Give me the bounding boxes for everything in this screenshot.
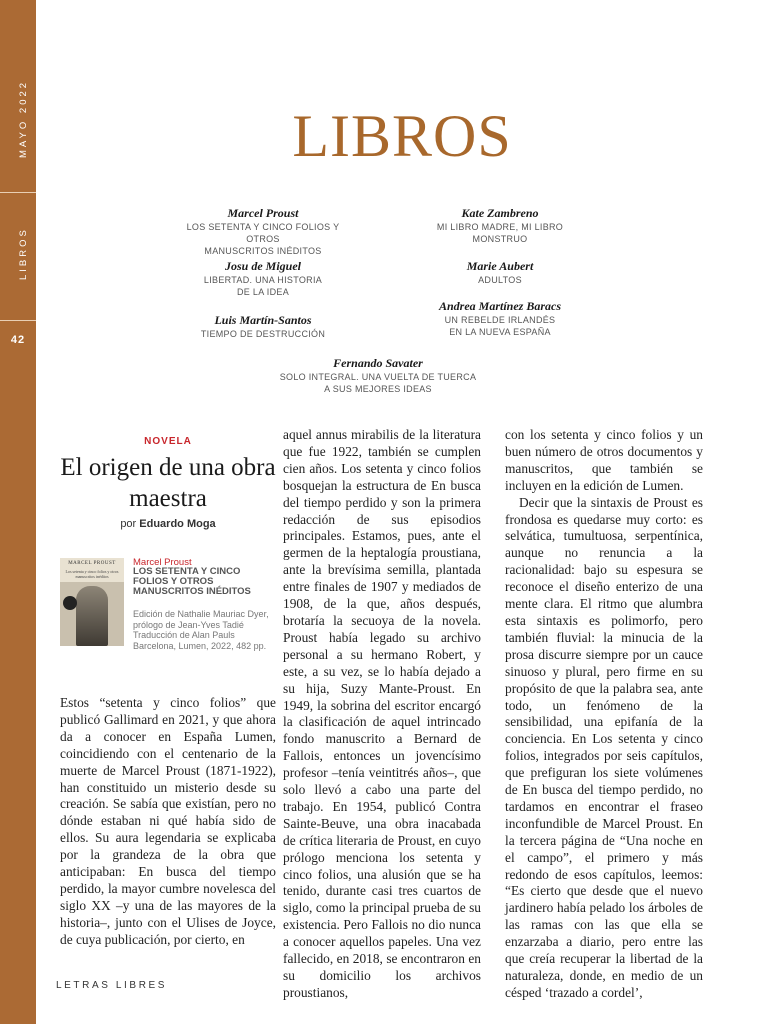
toc-author: Marcel Proust	[227, 206, 299, 220]
cover-band	[60, 558, 124, 582]
body-paragraph: Decir que la sintaxis de Proust es frondosa es quedarse muy corto: es selvática, tumultuosa, serpentínica, aunque no renuncia a la racionalidad: bajo su espesura se reconoce el diseño enterizo de una mente clara. El ritmo que alumbra esta sintaxis es polimorfo, pero también fluvial: la minucia de la prosa discurre siempre por un cauce sinuoso y plural, pero firme en su propósito de que la palabra sea, ante todo, un fenómeno de la sensibilidad, una epifanía de la conciencia. En Los setenta y cinco folios, integrados por seis capítulos, que prefiguran los siete volúmenes de En busca del tiempo perdido, no tardamos en encontrar el fraseo inconfundible de Marcel Proust. En la tercera página de “Una noche en el campo”, el primero y más redondo de esos capítulos, leemos: “Es cierto que desde que el nuevo jardinero había pelado los árboles de las ramas con las que ella se enzarzaba a diario, pero entre las que creía recuperar la libertad de la naturaleza, donde, en medio de un césped ‘trazado a cordel’,	[505, 494, 703, 1000]
cover-seal-icon	[63, 596, 77, 610]
toc-work: MI LIBRO MADRE, MI LIBRO	[436, 222, 564, 232]
toc-work: MONSTRUO	[472, 234, 528, 244]
page-number: 42	[10, 334, 26, 346]
byline-prefix: por	[120, 518, 137, 530]
toc-work: EN LA NUEVA ESPAÑA	[449, 327, 551, 337]
toc-entry	[410, 259, 590, 286]
sidebar-divider	[0, 192, 36, 193]
toc-work: A SUS MEJORES IDEAS	[324, 384, 432, 394]
article-headline: El origen de una obra maestra	[60, 454, 276, 512]
toc-entry	[170, 206, 356, 257]
body-paragraph: aquel annus mirabilis de la literatura que fue 1922, también se cumplen cien años. Los setenta y cinco folios bosquejan la estructura de En busca del tiempo perdido y son la primera redacción de sus episodios principales. Estamos, pues, ante el germen de la heptalogía proustiana, ante la brevísima semilla, plantada entre finales de 1907 y mediados de 1908, de la que, años después, brotaría la secuoya de la novela. Proust había legado su archivo personal a su hermano Robert, y este, a su vez, se lo había dejado a su hija, Suzy Mante-Proust. En 1949, la sobrina del escritor encargó la clasificación de aquel intrincado fondo manuscrito a Bernard de Fallois, entonces un jovencísimo profesor –tenía veintitrés años–, que solo llevó a cabo una parte del trabajo. En 1954, publicó Contra Sainte-Beuve, una obra inacabada de crítica literaria de Proust, en cuyo prólogo menciona los setenta y cinco folios, una alusión que se ha tenido, durante casi tres cuartos de siglo, como la principal prueba de su existencia. Pero Fallois no dio nunca a conocer aquellos papeles. Una vez fallecido, en 2018, se encontraron en su domicilio los archivos proustianos,	[283, 427, 481, 1000]
toc-work: ADULTOS	[478, 275, 522, 285]
toc-author: Kate Zambreno	[461, 206, 539, 220]
toc-author: Marie Aubert	[466, 259, 534, 273]
book-title: LOS SETENTA Y CINCO FOLIOS Y OTROS MANUSCRITOS INÉDITOS	[133, 566, 251, 597]
toc-entry	[410, 206, 590, 245]
toc-entry	[410, 299, 590, 338]
body-paragraph: con los setenta y cinco folios y un buen número de otros documentos y manuscritos, que también se incluyen en la edición de Lumen.	[505, 427, 703, 493]
book-details: Edición de Nathalie Mauriac Dyer, prólogo de Jean-Yves Tadié Traducción de Alan Pauls Barcelona, Lumen, 2022, 482 pp.	[133, 609, 269, 651]
byline-author: Eduardo Moga	[139, 518, 216, 530]
body-paragraph: Estos “setenta y cinco folios” que publicó Gallimard en 2021, y que ahora da a conocer en España Lumen, coincidiendo con el centenario de la muerte de Marcel Proust (1871-1922), han constituido un misterio desde su creación. Se sabía que existían, pero no dónde estaban ni qué había sido de ellos. Su aura legendaria se explicaba por la grandeza de la obra que anticipaban: En busca del tiempo perdido, la mayor cumbre novelesca del siglo XX –y una de las mayores de la historia–, junto con el Ulises de Joyce, de cuya publicación, por cierto, en	[60, 695, 276, 947]
section-label: LIBROS	[18, 227, 29, 280]
toc-author: Luis Martín-Santos	[214, 313, 312, 327]
toc-author: Fernando Savater	[333, 356, 423, 370]
book-cover	[60, 558, 124, 646]
book-author: Marcel Proust	[133, 557, 192, 568]
cover-title: Los setenta y cinco folios y otros manuscritos inéditos	[65, 569, 119, 579]
byline	[60, 518, 276, 530]
toc-work: MANUSCRITOS INÉDITOS	[204, 246, 322, 256]
toc-work: SOLO INTEGRAL. UNA VUELTA DE TUERCA	[279, 372, 477, 382]
sidebar-band	[0, 0, 36, 1024]
toc-work: LOS SETENTA Y CINCO FOLIOS Y OTROS	[186, 222, 340, 244]
issue-date: MAYO 2022	[18, 79, 29, 158]
toc-work: DE LA IDEA	[236, 287, 290, 297]
toc-work: LIBERTAD. UNA HISTORIA	[203, 275, 323, 285]
toc-work: TIEMPO DE DESTRUCCIÓN	[200, 329, 326, 339]
toc-work: UN REBELDE IRLANDÉS	[444, 315, 556, 325]
body-column-3	[505, 427, 703, 1002]
toc-author: Josu de Miguel	[224, 259, 301, 273]
genre-label: NOVELA	[144, 436, 192, 447]
toc-entry	[170, 313, 356, 340]
footer-magazine-name: LETRAS LIBRES	[56, 980, 168, 991]
cover-photo	[76, 586, 108, 646]
body-column-1	[60, 695, 276, 949]
sidebar-divider	[0, 320, 36, 321]
body-column-2	[283, 427, 481, 1002]
cover-author: MARCEL PROUST	[68, 561, 116, 566]
section-title: LIBROS	[292, 103, 512, 169]
toc-author: Andrea Martínez Baracs	[438, 299, 562, 313]
toc-entry	[170, 259, 356, 298]
toc-entry	[270, 356, 486, 395]
